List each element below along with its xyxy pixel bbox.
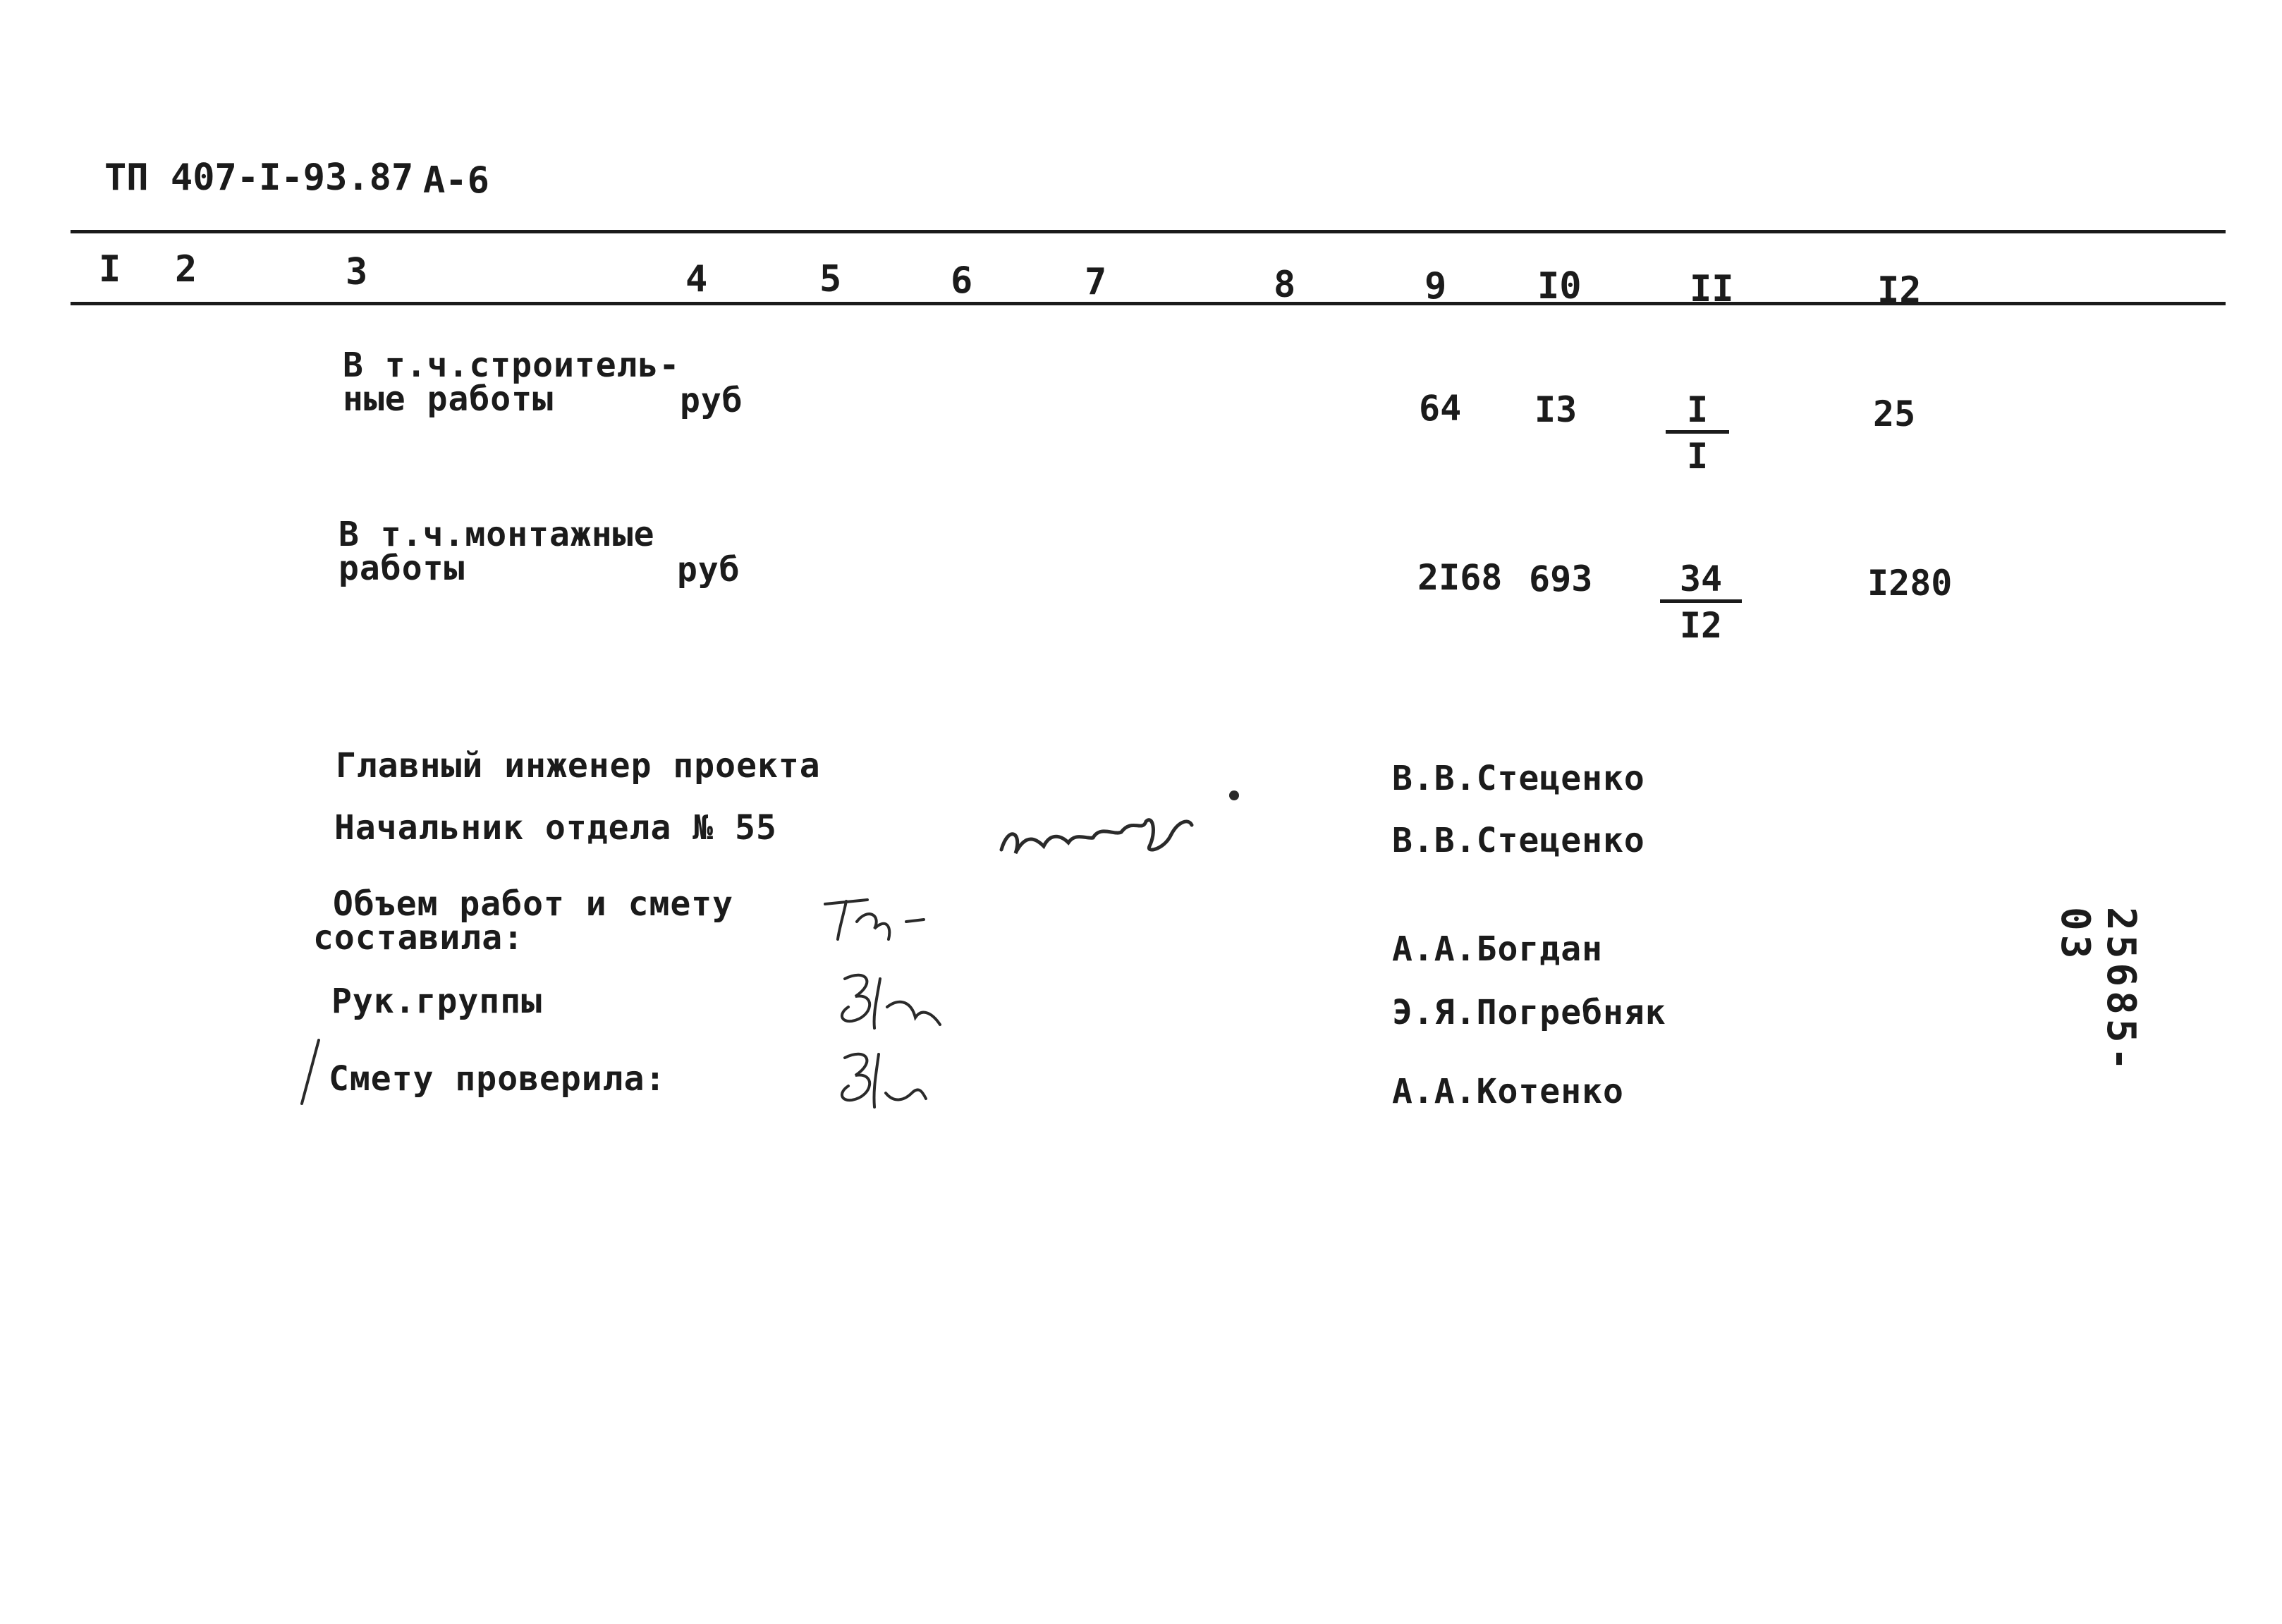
fraction-numerator: 34 xyxy=(1660,558,1742,603)
handwritten-signature-icon xyxy=(994,783,1255,874)
signature-role: Начальник отдела № 55 xyxy=(334,808,777,848)
row-col10: I3 xyxy=(1534,389,1578,430)
row-col10: 693 xyxy=(1529,558,1593,599)
column-header: I0 xyxy=(1537,265,1582,307)
row-col12: I280 xyxy=(1867,563,1953,604)
column-header: II xyxy=(1690,268,1734,310)
document-code: ТП 407-I-93.87 xyxy=(104,157,414,199)
row-unit: руб xyxy=(680,381,743,420)
row-name-line1: В т.ч.монтажные xyxy=(338,515,655,554)
signature-role: Главный инженер проекта xyxy=(336,746,821,786)
check-mark-icon xyxy=(296,1037,324,1107)
column-header: 4 xyxy=(685,258,708,300)
row-name-line1: В т.ч.строитель- xyxy=(343,346,681,385)
row-col9: 64 xyxy=(1419,388,1462,429)
column-header: I xyxy=(99,248,121,291)
signature-name: А.А.Котенко xyxy=(1392,1072,1624,1111)
table-top-rule xyxy=(71,230,2226,233)
signature-name: В.В.Стеценко xyxy=(1392,759,1645,798)
row-unit: руб xyxy=(677,550,740,590)
column-header: 2 xyxy=(175,248,197,291)
row-col11-fraction xyxy=(1660,558,1742,648)
row-name-line2: работы xyxy=(338,549,465,588)
signature-role: Смету проверила: xyxy=(329,1059,666,1099)
signature-role-line2: составила: xyxy=(313,918,524,958)
row-col11-fraction xyxy=(1666,389,1729,479)
fraction-denominator: I xyxy=(1686,436,1709,477)
row-col12: 25 xyxy=(1873,393,1916,434)
signature-role: Рук.группы xyxy=(331,982,542,1021)
column-header: I2 xyxy=(1877,269,1922,312)
signature-role-line1: Объем работ и смету xyxy=(333,884,734,924)
column-header: 8 xyxy=(1274,264,1296,306)
handwritten-signature-icon xyxy=(824,965,958,1042)
sheet-number: А-6 xyxy=(423,159,489,202)
row-col9: 2I68 xyxy=(1417,557,1503,598)
handwritten-signature-icon xyxy=(818,890,945,953)
column-header: 3 xyxy=(346,251,368,293)
fraction-denominator: I2 xyxy=(1679,605,1723,646)
signature-name: А.А.Богдан xyxy=(1392,929,1603,969)
column-header: 7 xyxy=(1085,261,1107,303)
signature-name: Э.Я.Погребняк xyxy=(1392,993,1666,1032)
fraction-numerator: I xyxy=(1666,389,1729,434)
row-name-line2: ные работы xyxy=(343,379,554,419)
column-header: 9 xyxy=(1424,265,1447,307)
column-header: 6 xyxy=(951,260,973,302)
archive-number: 25685-03 xyxy=(2052,907,2144,1075)
handwritten-signature-icon xyxy=(824,1044,944,1121)
column-header: 5 xyxy=(819,258,842,300)
signature-name: В.В.Стеценко xyxy=(1392,821,1645,860)
